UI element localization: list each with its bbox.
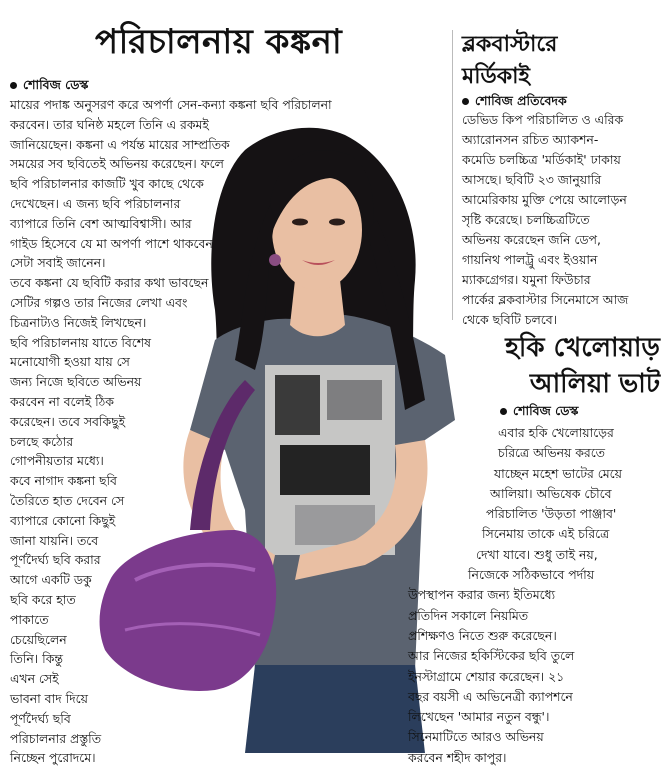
body-line: সিনেমাটিতে আরও অভিনয়: [408, 729, 544, 745]
body-line: করবেন শহীদ কাপুর।: [408, 749, 507, 765]
body-line: চলছে কঠোর: [10, 433, 74, 449]
body-line: জন্য নিজে ছবিতে অভিনয়: [10, 374, 142, 390]
body-line: এবার হকি খেলোয়াড়ের: [498, 425, 614, 440]
bullet-icon: [10, 82, 17, 89]
body-line: পূর্ণদৈর্ঘ্য ছবি করার: [10, 552, 101, 568]
body-line: কমেডি চলচ্চিত্র 'মর্ডিকাই' ঢাকায়: [462, 152, 621, 167]
body-line: নিচ্ছেন পুরোদমে।: [10, 750, 96, 766]
byline-text: শোবিজ প্রতিবেদক: [475, 93, 567, 108]
body-line: জানিয়েছেন। কঙ্কনা এ পর্যন্ত মায়ের সাম্প্রতিক: [10, 136, 230, 152]
bullet-icon: [500, 408, 507, 415]
body-line: মনোযোগী হওয়া যায় সে: [10, 354, 130, 370]
body-line: তৈরিতে হাত দেবেন সে: [10, 492, 125, 508]
kankana-body: [10, 95, 332, 768]
body-line: মায়ের পদাঙ্ক অনুসরণ করে অপর্ণা সেন-কন্যা কঙ্কনা ছবি পরিচালনা: [10, 97, 332, 112]
body-line: দেখা যাবে। শুধু তাই নয়,: [476, 546, 598, 562]
bullet-icon: [462, 98, 469, 105]
body-line: ছবি পরিচালনার কাজটি খুব কাছে থেকে: [10, 176, 204, 192]
body-line: লিখেছেন 'আমার নতুন বন্ধু'।: [408, 709, 550, 725]
body-line: পরিচালনার প্রস্তুতি: [10, 730, 102, 746]
body-line: গায়নিথ পালট্রু এবং ইওয়ান: [462, 252, 598, 267]
body-line: যাচ্ছেন মহেশ ভাটের মেয়ে: [494, 465, 622, 481]
body-line: অভিনয় করেছেন জনি ডেপ,: [462, 232, 601, 247]
body-line: পার্কের ব্লকবাস্টার সিনেমাসে আজ: [462, 292, 629, 307]
body-line: সময়ের সব ছবিতেই অভিনয় করেছেন। ফলে: [10, 156, 224, 172]
body-line: চেয়েছিলেন: [10, 631, 67, 647]
body-line: আর নিজের হকিস্টিকের ছবি তুলে: [408, 648, 575, 664]
column-divider: [452, 30, 453, 320]
alia-body: [408, 423, 622, 768]
body-line: তবে কঙ্কনা যে ছবিটি করার কথা ভাবছেন: [10, 275, 209, 291]
body-line: সৃষ্টি করেছে। চলচ্চিত্রটিতে: [462, 212, 590, 227]
body-line: ব্যাপারে কোনো কিছুই: [10, 512, 116, 528]
byline-text: শোবিজ ডেস্ক: [513, 403, 579, 418]
body-line: ছবি করে হাত: [10, 591, 76, 607]
alia-byline: [500, 402, 578, 420]
body-line: কবে নাগাদ কঙ্কনা ছবি: [10, 473, 117, 489]
body-line: উপস্থাপন করার জন্য ইতিমধ্যে: [408, 587, 556, 603]
body-line: ভাবনা বাদ দিয়ে: [10, 690, 88, 706]
body-line: করেছেন। তবে সবকিছুই: [10, 413, 126, 429]
body-line: তিনি। কিন্তু: [10, 651, 63, 667]
body-line: চরিত্রে অভিনয় করতে: [498, 445, 605, 461]
body-line: ব্যাপারে তিনি বেশ আত্মবিশ্বাসী। আর: [10, 215, 192, 231]
headline-line: ব্লকবাস্টারে: [462, 31, 558, 57]
body-line: বছর বয়সী এ অভিনেত্রী ক্যাপশনে: [408, 688, 573, 704]
body-line: পূর্ণদৈর্ঘ্য ছবি: [10, 710, 71, 726]
body-line: করবেন না বলেই ঠিক: [10, 393, 114, 409]
body-line: ইনস্টাগ্রামে শেয়ার করেছেন। ২১: [408, 668, 565, 684]
body-line: সিনেমায় তাকে এই চরিত্রে: [482, 526, 610, 542]
body-line: পরিচালিত 'উড়তা পাঞ্জাব': [486, 506, 617, 522]
headline-line: হকি খেলোয়াড়: [505, 333, 660, 363]
headline-line: মর্ডিকাই: [462, 63, 530, 89]
body-line: গাইড হিসেবে যে মা অপর্ণা পাশে থাকবেন: [10, 235, 213, 251]
body-line: নিজেকে সঠিকভাবে পর্দায়: [468, 567, 595, 583]
body-line: আলিয়া। অভিষেক চৌবে: [490, 485, 612, 501]
body-line: প্রশিক্ষণও নিতে শুরু করেছেন।: [408, 627, 557, 643]
headline-line: আলিয়া ভাট: [529, 369, 660, 399]
body-line: ডেভিড কিপ পরিচালিত ও এরিক: [462, 112, 624, 127]
mortdecai-byline: [462, 92, 567, 110]
body-line: সেটির গল্পও তার নিজের লেখা এবং: [10, 294, 188, 310]
mortdecai-headline: [462, 28, 662, 92]
kankana-byline: [10, 76, 88, 94]
mortdecai-body: [462, 110, 628, 330]
kankana-headline: পরিচালনায় কঙ্কনা: [95, 22, 343, 62]
body-line: গোপনীয়তার মধ্যে।: [10, 453, 104, 469]
body-line: সেটা সবাই জানেন।: [10, 255, 106, 271]
body-line: আসছে। ছবিটি ২৩ জানুয়ারি: [462, 172, 602, 187]
byline-text: শোবিজ ডেস্ক: [23, 77, 89, 92]
body-line: জানা যায়নি। তবে: [10, 532, 99, 548]
body-line: চিত্রনাট্যও নিজেই লিখছেন।: [10, 314, 147, 330]
body-line: করবেন। তার ঘনিষ্ঠ মহলে তিনি এ রকমই: [10, 116, 209, 132]
body-line: ছবি পরিচালনায় যাতে বিশেষ: [10, 334, 151, 350]
body-line: আমেরিকায় মুক্তি পেয়ে আলোড়ন: [462, 192, 627, 207]
body-line: আগে একটি ডকু: [10, 572, 92, 588]
body-line: প্রতিদিন সকালে নিয়মিত: [408, 607, 529, 623]
body-line: অ্যারোনসন রচিত অ্যাকশন-: [462, 132, 599, 147]
body-line: পাকাতে: [10, 611, 49, 627]
body-line: এখন সেই: [10, 671, 59, 687]
body-line: ম্যাকগ্রেগর। যমুনা ফিউচার: [462, 272, 591, 287]
body-line: থেকে ছবিটি চলবে।: [462, 312, 558, 327]
body-line: দেখেছেন। এ জন্য ছবি পরিচালনার: [10, 195, 181, 211]
alia-headline: [480, 330, 660, 402]
